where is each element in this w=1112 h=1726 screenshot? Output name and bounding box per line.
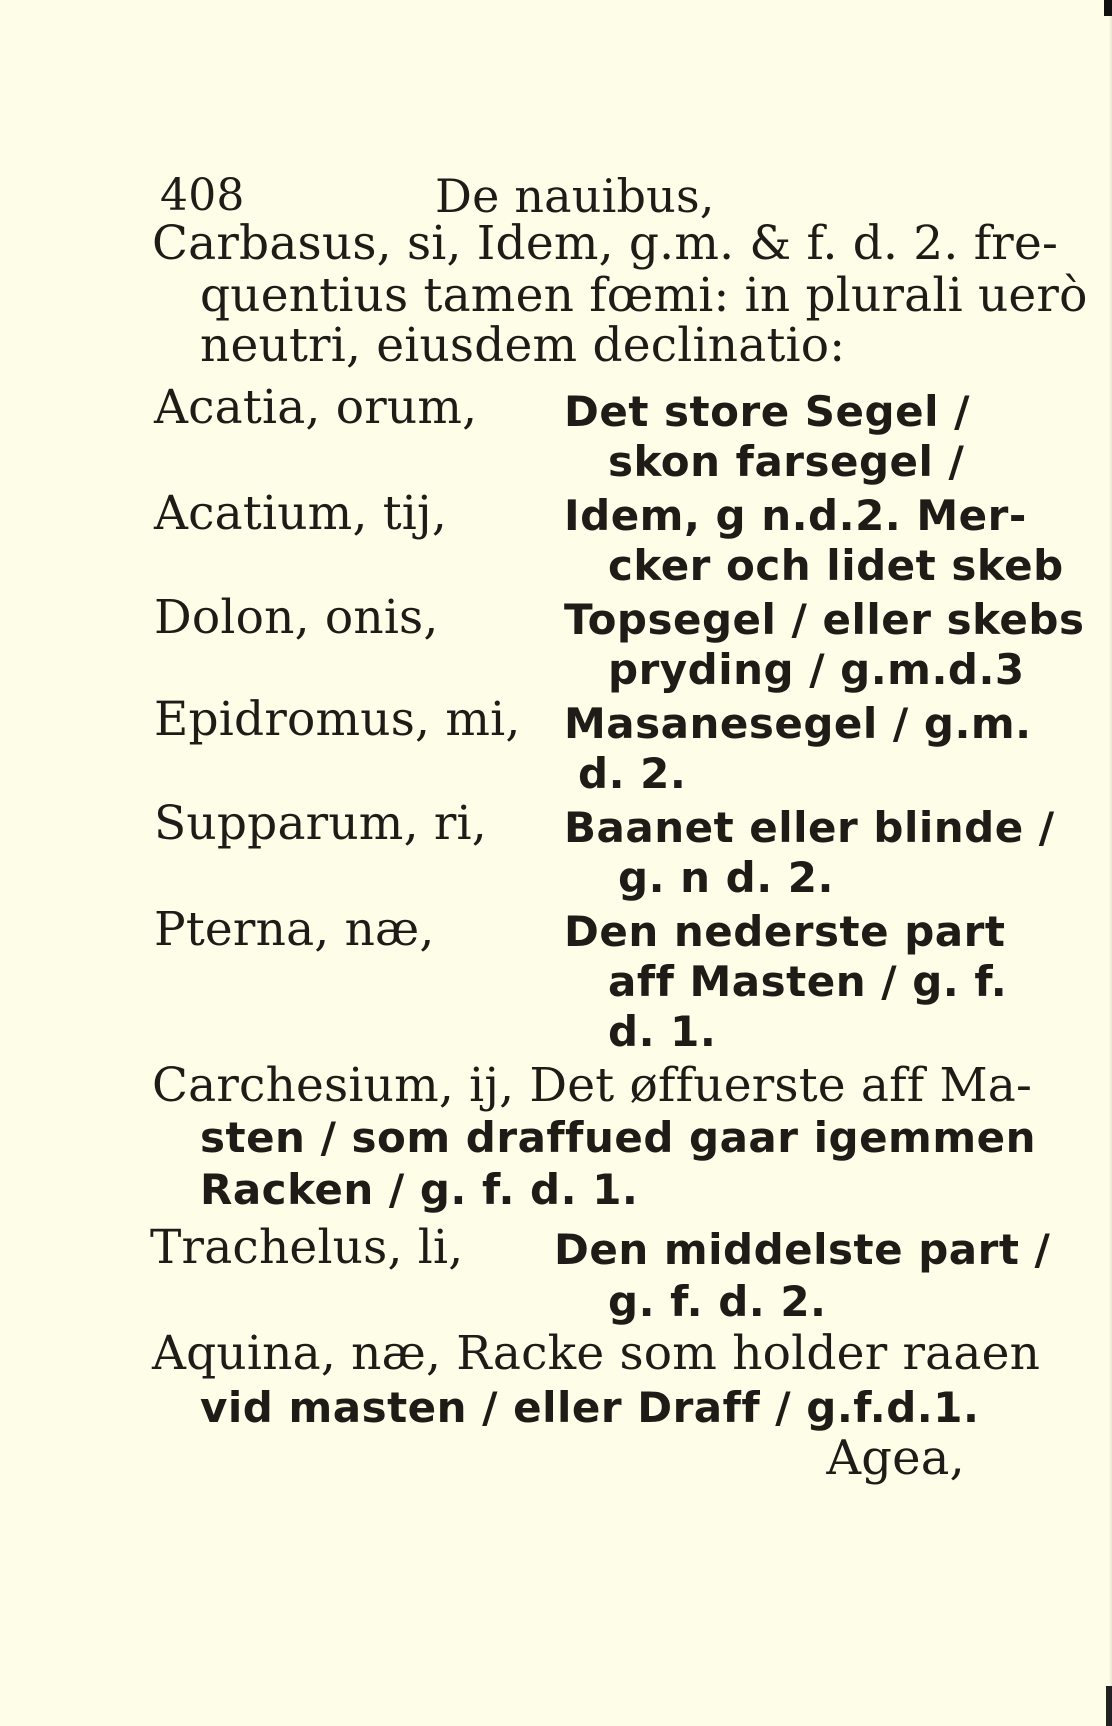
carchesium-line-1: Carchesium, ij, Det øffuerste aff Ma- xyxy=(152,1058,1033,1113)
entry-danish: g. n d. 2. xyxy=(618,853,834,902)
entry-danish: Den middelste part / xyxy=(554,1225,1051,1274)
entry-danish: Masanesegel / g.m. xyxy=(564,699,1032,748)
entry-danish: skon farsegel / xyxy=(608,437,965,486)
entry-danish: d. 2. xyxy=(578,749,687,798)
catchword: Agea, xyxy=(826,1430,965,1486)
intro-line-3: neutri, eiusdem declinatio: xyxy=(200,318,846,373)
entry-danish: Idem, g n.d.2. Mer- xyxy=(564,491,1027,540)
entry-latin: Acatium, tij, xyxy=(154,486,447,541)
entry-latin: Dolon, onis, xyxy=(154,590,439,645)
entry-danish: Topsegel / eller skebs xyxy=(564,595,1085,644)
entry-danish: Det store Segel / xyxy=(564,387,970,436)
entry-latin: Supparum, ri, xyxy=(154,796,487,851)
entry-danish: Baanet eller blinde / xyxy=(564,803,1055,852)
entry-latin: Epidromus, mi, xyxy=(154,692,521,747)
entry-danish: g. f. d. 2. xyxy=(608,1277,827,1326)
entry-latin: Pterna, næ, xyxy=(154,902,435,957)
entry-danish: d. 1. xyxy=(608,1007,717,1056)
scan-edge-mark xyxy=(1104,0,1112,16)
entry-danish: aff Masten / g. f. xyxy=(608,957,1008,1006)
running-head: De nauibus, xyxy=(435,169,715,223)
scan-edge-mark xyxy=(1106,1686,1112,1726)
page-number: 408 xyxy=(160,170,245,221)
entry-latin: Acatia, orum, xyxy=(154,380,478,435)
entry-danish: Den nederste part xyxy=(564,907,1006,956)
carchesium-line-2: sten / som draffued gaar igemmen xyxy=(200,1113,1036,1162)
entry-danish: pryding / g.m.d.3 xyxy=(608,645,1025,694)
carchesium-line-3: Racken / g. f. d. 1. xyxy=(200,1165,639,1214)
aquina-line-1: Aquina, næ, Racke som holder raaen xyxy=(152,1326,1041,1381)
intro-line-2: quentius tamen fœmi: in plurali uerò xyxy=(200,268,1088,323)
entry-danish: cker och lidet skeb xyxy=(608,541,1064,590)
aquina-line-2: vid masten / eller Draff / g.f.d.1. xyxy=(200,1383,980,1432)
intro-line-1: Carbasus, si, Idem, g.m. & f. d. 2. fre- xyxy=(152,216,1059,271)
entry-latin: Trachelus, li, xyxy=(150,1220,464,1275)
